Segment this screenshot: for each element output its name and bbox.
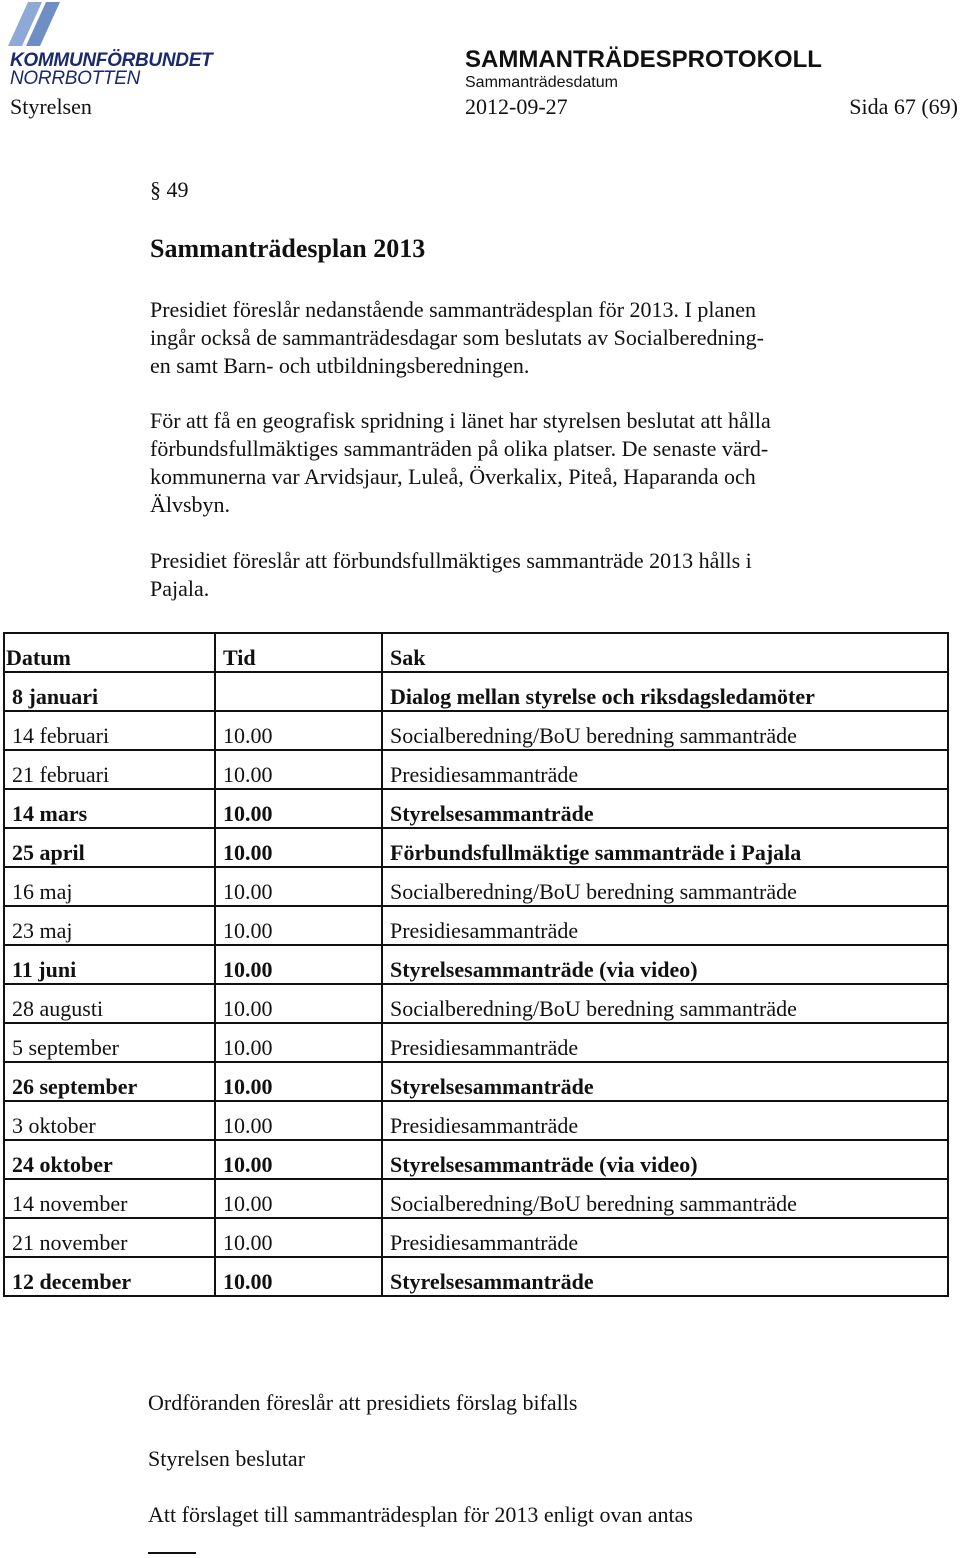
cell-date: 16 maj	[4, 867, 215, 906]
cell-time: 10.00	[215, 984, 382, 1023]
cell-date: 21 februari	[4, 750, 215, 789]
logo-stripes-icon	[8, 2, 68, 52]
text-line: kommunerna var Arvidsjaur, Luleå, Överkalix, Piteå, Haparanda och	[150, 464, 756, 489]
intro-paragraph	[150, 296, 850, 380]
table-row	[4, 984, 948, 1023]
organization-name: Styrelsen	[10, 94, 92, 119]
chair-proposal: Ordföranden föreslår att presidiets förslag bifalls	[148, 1390, 578, 1415]
cell-date: 24 oktober	[4, 1140, 215, 1179]
column-header-date: Datum	[4, 633, 215, 672]
column-header-item: Sak	[382, 633, 948, 672]
cell-item: Styrelsesammanträde (via video)	[382, 1140, 948, 1179]
cell-item: Presidiesammanträde	[382, 906, 948, 945]
table-body	[4, 672, 948, 1296]
table-row	[4, 711, 948, 750]
cell-item: Socialberedning/BoU beredning sammanträde	[382, 1179, 948, 1218]
meeting-date-label: Sammanträdesdatum	[465, 74, 618, 91]
cell-date: 11 juni	[4, 945, 215, 984]
text-line: förbundsfullmäktiges sammanträden på olika platser. De senaste värd-	[150, 436, 769, 461]
paragraph-number: § 49	[150, 177, 189, 202]
cell-date: 12 december	[4, 1257, 215, 1296]
cell-date: 5 september	[4, 1023, 215, 1062]
cell-time: 10.00	[215, 1257, 382, 1296]
cell-time: 10.00	[215, 828, 382, 867]
cell-date: 3 oktober	[4, 1101, 215, 1140]
page-number: Sida 67 (69)	[849, 94, 958, 119]
cell-item: Presidiesammanträde	[382, 1218, 948, 1257]
meeting-date: 2012-09-27	[465, 94, 568, 119]
text-line: ingår också de sammanträdesdagar som beslutats av Socialberedning-	[150, 325, 764, 350]
cell-date: 21 november	[4, 1218, 215, 1257]
table-row	[4, 750, 948, 789]
table-row	[4, 1101, 948, 1140]
decision-text: Att förslaget till sammanträdesplan för 2013 enligt ovan antas	[148, 1502, 693, 1527]
table-row	[4, 906, 948, 945]
text-line: Pajala.	[150, 576, 210, 601]
meeting-schedule-table	[3, 632, 949, 1297]
section-heading: Sammanträdesplan 2013	[150, 234, 426, 263]
text-line: Presidiet föreslår nedanstående sammanträdesplan för 2013. I planen	[150, 297, 757, 322]
end-rule	[148, 1552, 196, 1554]
cell-time: 10.00	[215, 1062, 382, 1101]
cell-item: Förbundsfullmäktige sammanträde i Pajala	[382, 828, 948, 867]
organization-logo	[8, 2, 218, 88]
location-paragraph	[150, 407, 850, 519]
cell-item: Presidiesammanträde	[382, 1101, 948, 1140]
text-line: Presidiet föreslår att förbundsfullmäktiges sammanträde 2013 hålls i	[150, 548, 752, 573]
logo-text-line2: NORRBOTTEN	[10, 68, 141, 89]
table-header-row	[4, 633, 948, 672]
logo-text-line1: KOMMUNFÖRBUNDET	[10, 50, 213, 71]
cell-time: 10.00	[215, 711, 382, 750]
table-row	[4, 1140, 948, 1179]
cell-time: 10.00	[215, 1179, 382, 1218]
cell-date: 14 november	[4, 1179, 215, 1218]
table-row	[4, 1023, 948, 1062]
cell-date: 26 september	[4, 1062, 215, 1101]
cell-date: 23 maj	[4, 906, 215, 945]
table-row	[4, 789, 948, 828]
cell-date: 14 mars	[4, 789, 215, 828]
table-row	[4, 1062, 948, 1101]
cell-date: 14 februari	[4, 711, 215, 750]
table-row	[4, 867, 948, 906]
cell-time: 10.00	[215, 750, 382, 789]
cell-time: 10.00	[215, 1101, 382, 1140]
table-row	[4, 945, 948, 984]
decision-intro: Styrelsen beslutar	[148, 1446, 306, 1471]
cell-time: 10.00	[215, 1140, 382, 1179]
table-row	[4, 672, 948, 711]
cell-item: Styrelsesammanträde	[382, 789, 948, 828]
table-row	[4, 828, 948, 867]
cell-item: Styrelsesammanträde (via video)	[382, 945, 948, 984]
cell-time: 10.00	[215, 1218, 382, 1257]
cell-time: 10.00	[215, 945, 382, 984]
document-title: SAMMANTRÄDESPROTOKOLL	[465, 46, 822, 73]
cell-item: Presidiesammanträde	[382, 1023, 948, 1062]
text-line: För att få en geografisk spridning i länet har styrelsen beslutat att hålla	[150, 408, 771, 433]
cell-date: 25 april	[4, 828, 215, 867]
text-line: en samt Barn- och utbildningsberedningen.	[150, 353, 530, 378]
cell-time	[215, 672, 382, 711]
cell-item: Socialberedning/BoU beredning sammanträde	[382, 711, 948, 750]
table-row	[4, 1179, 948, 1218]
cell-item: Socialberedning/BoU beredning sammanträde	[382, 984, 948, 1023]
cell-item: Socialberedning/BoU beredning sammanträde	[382, 867, 948, 906]
cell-date: 8 januari	[4, 672, 215, 711]
cell-date: 28 augusti	[4, 984, 215, 1023]
cell-time: 10.00	[215, 1023, 382, 1062]
cell-item: Dialog mellan styrelse och riksdagsledamöter	[382, 672, 948, 711]
cell-time: 10.00	[215, 906, 382, 945]
table-row	[4, 1257, 948, 1296]
table-row	[4, 1218, 948, 1257]
cell-time: 10.00	[215, 867, 382, 906]
column-header-time: Tid	[215, 633, 382, 672]
cell-item: Styrelsesammanträde	[382, 1062, 948, 1101]
proposal-paragraph	[150, 547, 850, 603]
cell-time: 10.00	[215, 789, 382, 828]
text-line: Älvsbyn.	[150, 492, 231, 517]
cell-item: Styrelsesammanträde	[382, 1257, 948, 1296]
cell-item: Presidiesammanträde	[382, 750, 948, 789]
